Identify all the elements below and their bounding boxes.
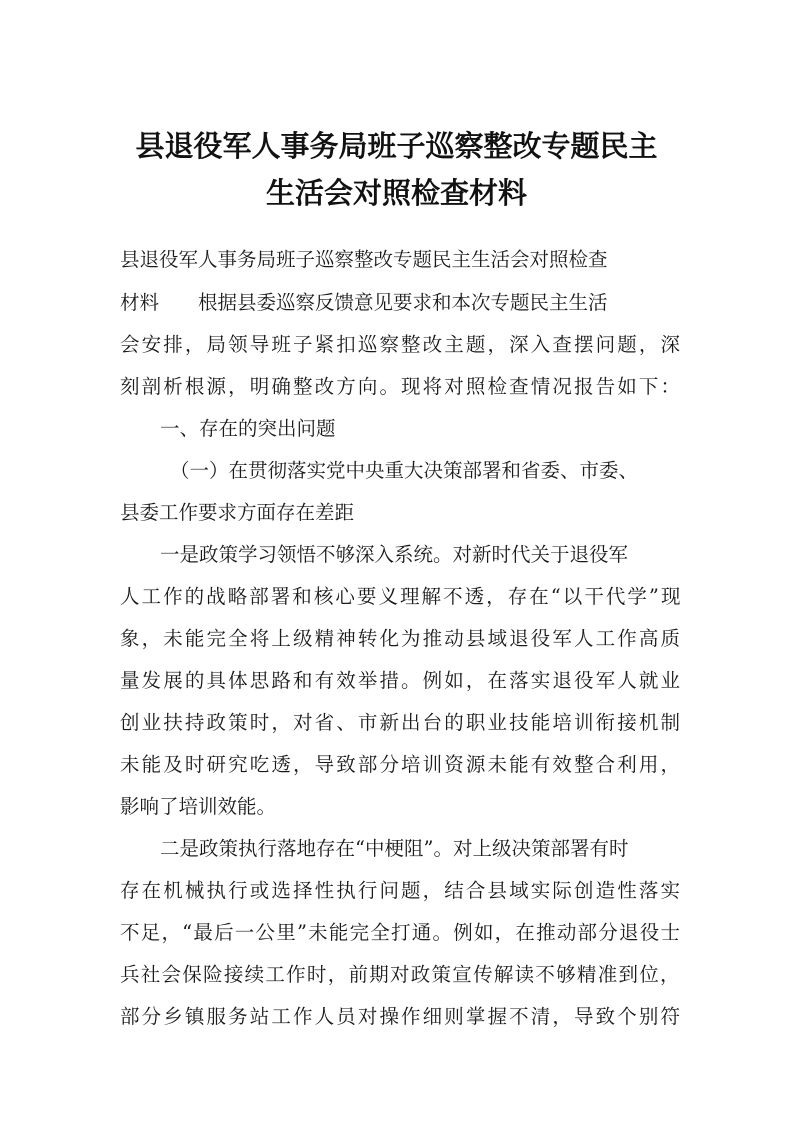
body-line-15: 二是政策执行落地存在“中梗阻”。对上级决策部署有时: [160, 837, 629, 860]
body-line-11: 量发展的具体思路和有效举措。例如，在落实退役军人就业: [120, 669, 683, 692]
section-heading: 一、存在的突出问题: [160, 417, 336, 440]
body-line-17: 不足，“最后一公里”未能完全打通。例如，在推动部分退役士: [120, 921, 682, 944]
body-line-18: 兵社会保险接续工作时，前期对政策宣传解读不够精准到位，: [120, 963, 681, 986]
document-title-line-2: 生活会对照检查材料: [265, 176, 527, 210]
subsection-heading-line-2: 县委工作要求方面存在差距: [120, 501, 355, 524]
document-title-line-1: 县退役军人事务局班子巡察整改专题民主: [135, 129, 658, 163]
body-line-4: 刻剖析根源，明确整改方向。现将对照检查情况报告如下：: [120, 375, 683, 398]
body-line-9: 人工作的战略部署和核心要义理解不透，存在“以干代学”现: [120, 585, 683, 608]
body-line-12: 创业扶持政策时，对省、市新出台的职业技能培训衔接机制: [120, 711, 683, 734]
body-line-14: 影响了培训效能。: [120, 795, 277, 818]
body-line-8: 一是政策学习领悟不够深入系统。对新时代关于退役军: [160, 543, 629, 566]
subsection-heading-line-1: （一）在贯彻落实党中央重大决策部署和省委、市委、: [170, 459, 639, 482]
body-line-19: 部分乡镇服务站工作人员对操作细则掌握不清，导致个别符: [120, 1005, 683, 1028]
body-line-2: 材料 根据县委巡察反馈意见要求和本次专题民主生活: [120, 291, 608, 314]
body-line-1: 县退役军人事务局班子巡察整改专题民主生活会对照检查: [120, 248, 608, 271]
body-line-13: 未能及时研究吃透，导致部分培训资源未能有效整合利用，: [120, 753, 683, 776]
body-line-16: 存在机械执行或选择性执行问题，结合县域实际创造性落实: [120, 879, 683, 902]
body-line-10: 象，未能完全将上级精神转化为推动县域退役军人工作高质: [120, 627, 683, 650]
body-line-3: 会安排，局领导班子紧扣巡察整改主题，深入查摆问题，深: [120, 333, 683, 356]
